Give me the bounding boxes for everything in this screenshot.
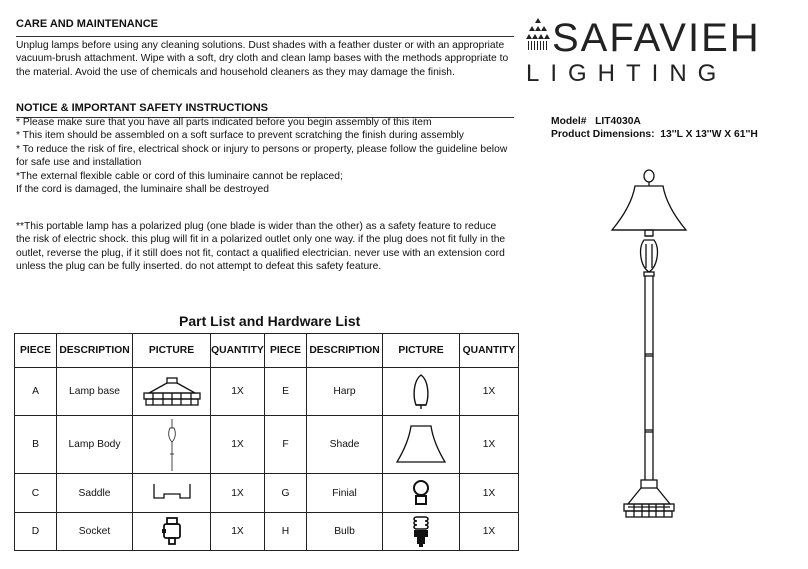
finial-part [644,170,654,182]
harp-icon [409,373,433,411]
picture-cell [133,368,211,416]
safety-line: * This item should be assembled on a soft surface to prevent scratching the finish during assembly [16,130,464,142]
brand-subtitle: LIGHTING [526,60,728,87]
table-row [15,368,519,416]
care-divider [16,36,514,37]
column-header: PIECE [15,334,57,368]
piece-cell: B [15,416,57,474]
safety-text [16,116,516,196]
table-row [15,513,519,551]
finial-icon [410,479,432,507]
plug-line: **This portable lamp has a polarized plug (one blade is wider than the other) as a safety feature to reduce [16,221,497,232]
piece-cell: F [265,416,307,474]
quantity-cell: 1X [460,416,519,474]
care-heading: CARE AND MAINTENANCE [16,18,158,30]
shade-icon [395,424,447,466]
dimensions-label: Product Dimensions: [551,129,655,140]
column-header: QUANTITY [460,334,519,368]
column-header: DESCRIPTION [307,334,383,368]
quantity-cell: 1X [211,474,265,513]
safety-line: *The external flexible cable or cord of this luminaire cannot be replaced; [16,170,343,182]
quantity-cell: 1X [211,368,265,416]
piece-cell: H [265,513,307,551]
description-cell: Bulb [307,513,383,551]
lamp-base-icon [141,377,203,407]
safety-line: * Please make sure that you have all parts indicated before you begin assembly of this item [16,117,432,128]
care-text [16,39,516,79]
care-line: the material. Avoid the use of chemicals and household cleaners as they may damage the finish. [16,66,455,78]
piece-cell: E [265,368,307,416]
picture-cell [133,416,211,474]
piece-cell: A [15,368,57,416]
floor-lamp-illustration [604,168,694,528]
quantity-cell: 1X [211,513,265,551]
description-cell: Lamp base [57,368,133,416]
body-ornament-part [641,240,658,272]
description-cell: Lamp Body [57,416,133,474]
chandelier-logo-icon [526,18,550,52]
piece-cell: C [15,474,57,513]
picture-cell [383,368,460,416]
plug-line: unless the plug can be fully inserted. do not attempt to defeat this safety feature. [16,261,382,273]
care-line: Unplug lamps before using any cleaning solutions. Dust shades with a feather duster or with an appropriate [16,40,505,51]
parts-table [14,333,519,551]
picture-cell [383,513,460,551]
dimensions-value: 13''L X 13''W X 61''H [660,129,758,140]
piece-cell: G [265,474,307,513]
picture-cell [383,416,460,474]
table-row [15,416,519,474]
table-row [15,474,519,513]
quantity-cell: 1X [460,513,519,551]
column-header: QUANTITY [211,334,265,368]
description-cell: Finial [307,474,383,513]
description-cell: Harp [307,368,383,416]
piece-cell: D [15,513,57,551]
saddle-icon [150,482,194,504]
lamp-body-icon [166,418,178,472]
column-header: DESCRIPTION [57,334,133,368]
column-header: PICTURE [383,334,460,368]
quantity-cell: 1X [211,416,265,474]
safety-line: for safe use and installation [16,157,142,169]
safety-line: * To reduce the risk of fire, electrical shock or injury to persons or property, please follow the guideline below [16,143,508,155]
plug-text [16,220,516,274]
bulb-icon [411,515,431,549]
picture-cell [383,474,460,513]
quantity-cell: 1X [460,368,519,416]
safety-line: If the cord is damaged, the luminaire shall be destroyed [16,184,269,196]
shade-part [612,186,686,230]
plug-line: the risk of electric shock. this plug will fit in a polarized outlet only one way. if the plug does not fit fully in the [16,234,506,246]
picture-cell [133,513,211,551]
table-header-row [15,334,519,368]
base-part [628,488,670,504]
model-info [551,115,758,141]
model-number: LIT4030A [595,116,641,127]
description-cell: Saddle [57,474,133,513]
parts-table-title: Part List and Hardware List [179,313,361,329]
description-cell: Shade [307,416,383,474]
quantity-cell: 1X [460,474,519,513]
picture-cell [133,474,211,513]
care-line: vacuum-brush attachment. Wipe with a soft, dry cloth and clean lamp bases with the methods appropriate to [16,53,509,65]
column-header: PIECE [265,334,307,368]
plug-line: outlet, reverse the plug, if it still does not fit, contact a qualified electrician. never use with an extension cord [16,247,505,259]
brand-logo [526,16,761,88]
description-cell: Socket [57,513,133,551]
model-label: Model# [551,116,587,127]
safety-heading: NOTICE & IMPORTANT SAFETY INSTRUCTIONS [16,102,268,114]
brand-name: SAFAVIEH [552,16,761,60]
column-header: PICTURE [133,334,211,368]
socket-icon [161,516,183,548]
